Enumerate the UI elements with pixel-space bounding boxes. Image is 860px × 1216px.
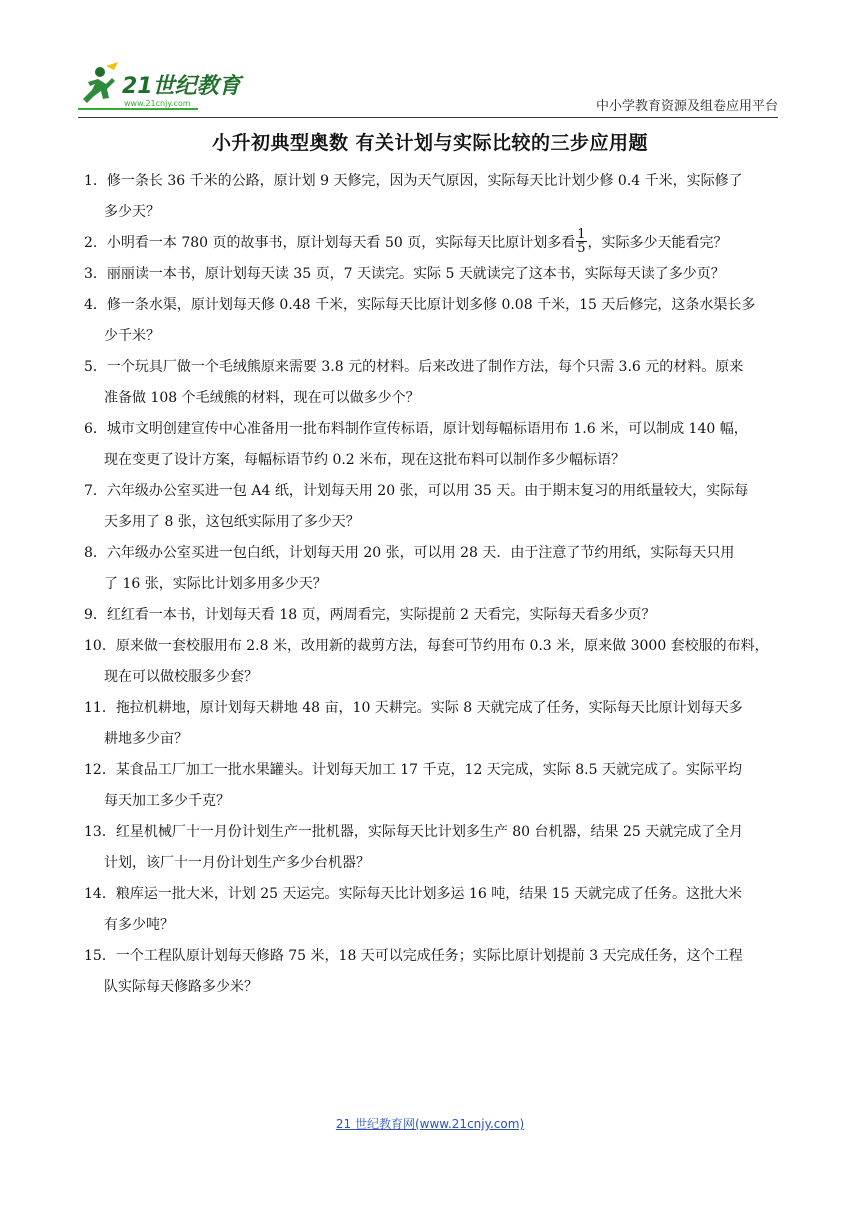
question-number: 14．: [84, 886, 116, 902]
platform-name: 中小学教育资源及组卷应用平台: [595, 99, 778, 114]
question-item: [84, 941, 784, 1003]
question-text: 小明看一本 780 页的故事书，原计划每天看 50 页，实际每天比原计划多看: [106, 235, 576, 251]
question-item: [84, 228, 784, 259]
question-text: 了 16 张，实际比计划多用多少天？: [104, 576, 327, 592]
question-item: [84, 631, 784, 693]
page-title: 小升初典型奥数 有关计划与实际比较的三步应用题: [211, 132, 649, 154]
question-text: 耕地多少亩？: [104, 731, 188, 747]
question-text: 少千米？: [104, 328, 160, 344]
page-header: [78, 62, 778, 118]
question-number: 13．: [84, 824, 116, 840]
question-number: 15．: [84, 948, 116, 964]
logo-21cnjy: [78, 62, 258, 112]
question-item: [84, 600, 784, 631]
question-item: [84, 166, 784, 228]
question-text: 城市文明创建宣传中心准备用一批布料制作宣传标语，原计划每幅标语用布 1.6 米，可以制成 140 幅，: [106, 421, 748, 437]
question-text: 现在变更了设计方案，每幅标语节约 0.2 米布，现在这批布料可以制作多少幅标语？: [104, 452, 626, 468]
question-text: 拖拉机耕地，原计划每天耕地 48 亩，10 天耕完。实际 8 天就完成了任务，实际每天比原计划每天多: [115, 700, 743, 716]
question-text: 丽丽读一本书，原计划每天读 35 页，7 天读完。实际 5 天就读完了这本书，实际每天读了多少页？: [106, 266, 725, 282]
question-number: 11．: [84, 700, 116, 716]
question-text: 修一条水渠，原计划每天修 0.48 千米，实际每天比原计划多修 0.08 千米，15 天后修完，这条水渠长多: [106, 297, 756, 313]
fraction: [576, 228, 586, 255]
question-text: 一个玩具厂做一个毛绒熊原来需要 3.8 元的材料。后来改进了制作方法，每个只需 3.6 元的材料。原来: [106, 359, 744, 375]
question-text: 六年级办公室买进一包白纸，计划每天用 20 张，可以用 28 天．由于注意了节约用纸，实际每天只用: [106, 545, 735, 561]
question-number: 6．: [84, 421, 107, 437]
question-item: [84, 259, 784, 290]
question-item: [84, 538, 784, 600]
question-text: 红星机械厂十一月份计划生产一批机器，实际每天比计划多生产 80 台机器，结果 25 天就完成了全月: [115, 824, 744, 840]
question-text: 每天加工多少千克？: [104, 793, 230, 809]
question-number: 3．: [84, 266, 107, 282]
question-text: 天多用了 8 张，这包纸实际用了多少天？: [104, 514, 360, 530]
question-text: 有多少吨？: [104, 917, 174, 933]
logo-text: 21世纪教育: [122, 74, 241, 99]
question-number: 4．: [84, 297, 107, 313]
page-footer: [0, 1115, 860, 1132]
logo-url: www.21cnjy.com: [124, 99, 191, 108]
question-text: 某食品工厂加工一批水果罐头。计划每天加工 17 千克，12 天完成，实际 8.5 天就完成了。实际平均: [115, 762, 742, 778]
question-text: 六年级办公室买进一包 A4 纸，计划每天用 20 张，可以用 35 天。由于期末复习的用纸量较大，实际每: [106, 483, 749, 499]
question-text: 一个工程队原计划每天修路 75 米，18 天可以完成任务；实际比原计划提前 3 天完成任务，这个工程: [115, 948, 743, 964]
question-text: 原来做一套校服用布 2.8 米，改用新的裁剪方法，每套可节约用布 0.3 米，原来做 3000 套校服的布料，: [115, 638, 769, 654]
question-number: 12．: [84, 762, 116, 778]
question-text: 粮库运一批大米，计划 25 天运完。实际每天比计划多运 16 吨，结果 15 天就完成了任务。这批大米: [115, 886, 742, 902]
fraction-numerator: 1: [577, 226, 586, 242]
question-item: [84, 879, 784, 941]
question-text: 红红看一本书，计划每天看 18 页，两周看完，实际提前 2 天看完，实际每天看多少页？: [106, 607, 656, 623]
question-item: [84, 755, 784, 817]
runner-icon: [83, 62, 118, 103]
question-number: 7．: [84, 483, 107, 499]
question-item: [84, 414, 784, 476]
question-item: [84, 817, 784, 879]
question-text: 队实际每天修路多少米？: [104, 979, 258, 995]
question-item: [84, 290, 784, 352]
header-divider: [78, 117, 778, 118]
question-text: 现在可以做校服多少套？: [104, 669, 258, 685]
question-text: 计划，该厂十一月份计划生产多少台机器？: [104, 855, 370, 871]
question-number: 1．: [84, 173, 107, 189]
question-list: [84, 166, 784, 1003]
question-number: 5．: [84, 359, 107, 375]
question-text: 多少天？: [104, 204, 160, 220]
question-number: 2．: [84, 235, 107, 251]
question-text: ，实际多少天能看完？: [587, 235, 728, 251]
question-text: 修一条长 36 千米的公路，原计划 9 天修完，因为天气原因，实际每天比计划少修 0.4 千米，实际修了: [106, 173, 743, 189]
question-number: 9．: [84, 607, 107, 623]
fraction-denominator: 5: [577, 240, 586, 256]
question-item: [84, 693, 784, 755]
question-number: 8．: [84, 545, 107, 561]
question-item: [84, 352, 784, 414]
footer-link[interactable]: 21 世纪教育网(www.21cnjy.com): [335, 1117, 525, 1131]
question-number: 10．: [84, 638, 116, 654]
question-item: [84, 476, 784, 538]
question-text: 准备做 108 个毛绒熊的材料，现在可以做多少个？: [104, 390, 420, 406]
